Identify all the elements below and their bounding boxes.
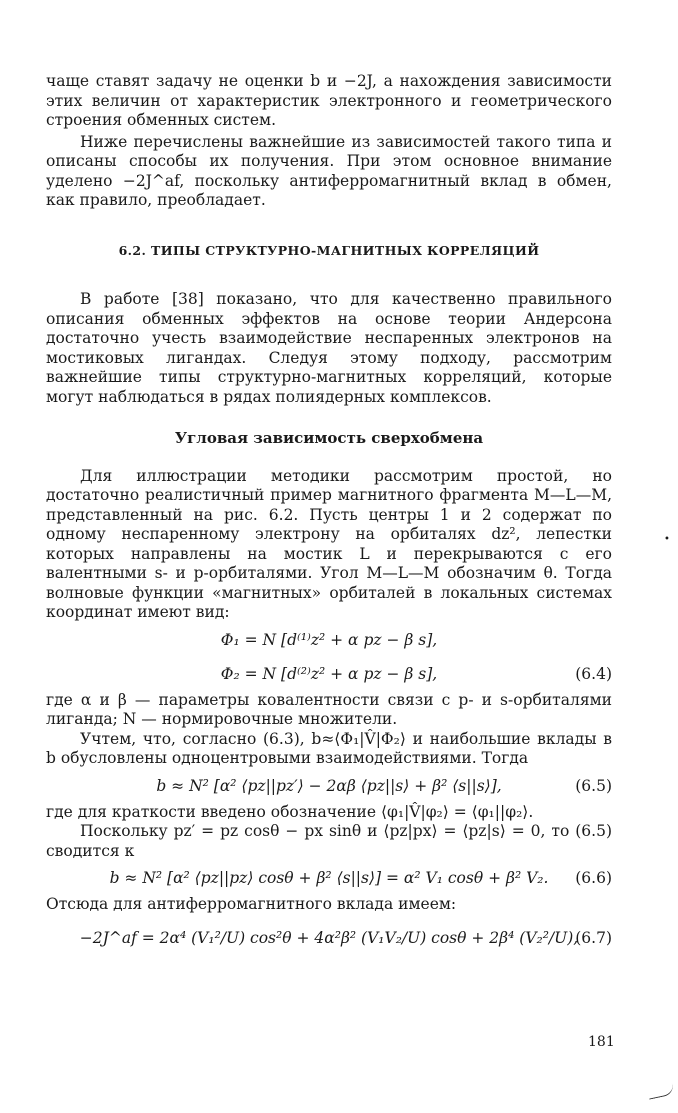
paragraph-anderson: В работе [38] показано, что для качественно правильного описания обменных эффектов на основе теории Андерсона достаточно учесть взаимодействие неспаренных электронов на мостиковых лигандах. Следуя этому подходу, рассмотрим важнейшие типы структурно-магнитных корреляций, которые могут наблюдаться в рядах полиядерных комплексов.	[46, 290, 612, 406]
equation-number-6-4: (6.4)	[575, 664, 612, 683]
paragraph-reduction: Поскольку pz′ = pz cosθ − px sinθ и ⟨pz|px⟩ = ⟨pz|s⟩ = 0, то (6.5) сводится к	[46, 822, 612, 860]
paragraph-illustration: Для иллюстрации методики рассмотрим простой, но достаточно реалистичный пример магнитного фрагмента M—L—M, представленный на рис. 6.2. Пусть центры 1 и 2 содержат по одному неспаренному электрону на орбиталях dz², лепестки которых направлены на мостик L и перекрываются с его валентными s- и p-орбиталями. Угол M—L—M обозначим θ. Тогда волновые функции «магнитных» орбиталей в локальных системах координат имеют вид:	[46, 466, 612, 621]
paragraph-one-center: Учтем, что, согласно (6.3), b≈⟨Φ₁|V̂|Φ₂⟩ и наибольшие вклады в b обусловлены одноцентровыми взаимодействиями. Тогда	[46, 729, 612, 767]
scan-artifact	[647, 1083, 675, 1099]
equation-b-general: b ≈ N² [α² ⟨pz||pz′⟩ − 2αβ ⟨pz||s⟩ + β² ⟨s||s⟩], (6.5)	[156, 776, 612, 795]
section-title: 6.2. ТИПЫ СТРУКТУРНО-МАГНИТНЫХ КОРРЕЛЯЦИЙ	[118, 242, 540, 258]
paragraph-antiferro: Отсюда для антиферромагнитного вклада имеем:	[46, 895, 457, 913]
paragraph-dependencies: Ниже перечислены важнейшие из зависимостей такого типа и описаны способы их получения. При этом основное внимание уделено −2J^af, поскольку антиферромагнитный вклад в обмен, как правило, преобладает.	[46, 132, 612, 209]
equation-phi1: Φ₁ = N [d⁽¹⁾z² + α pz − β s],	[220, 630, 438, 649]
subsection-title: Угловая зависимость сверхобмена	[174, 429, 484, 447]
page-number: 181	[588, 1034, 615, 1050]
equation-phi2: Φ₂ = N [d⁽²⁾z² + α pz − β s], (6.4)	[220, 664, 612, 683]
scan-mark: •	[664, 534, 670, 545]
equation-number-6-6: (6.6)	[575, 869, 612, 887]
equation-b-reduced: b ≈ N² [α² ⟨pz||pz⟩ cosθ + β² ⟨s||s⟩] = α² V₁ cosθ + β² V₂. (6.6)	[109, 869, 612, 887]
equation-number-6-7: (6.7)	[575, 928, 612, 947]
page-body	[46, 72, 612, 961]
paragraph-parameters: где α и β — параметры ковалентности связи с p- и s-орбиталями лиганда; N — нормировочные множители.	[46, 690, 612, 728]
paragraph-continuation: чаще ставят задачу не оценки b и −2J, а нахождения зависимости этих величин от характеристик электронного и геометрического строения обменных систем.	[46, 72, 612, 129]
paragraph-notation: где для краткости введено обозначение ⟨φ₁|V̂|φ₂⟩ = ⟨φ₁||φ₂⟩.	[46, 802, 534, 821]
equation-j-af: −2J^af = 2α⁴ (V₁²/U) cos²θ + 4α²β² (V₁V₂/U) cosθ + 2β⁴ (V₂²/U), (6.7)	[79, 928, 612, 947]
equation-number-6-5: (6.5)	[575, 776, 612, 795]
